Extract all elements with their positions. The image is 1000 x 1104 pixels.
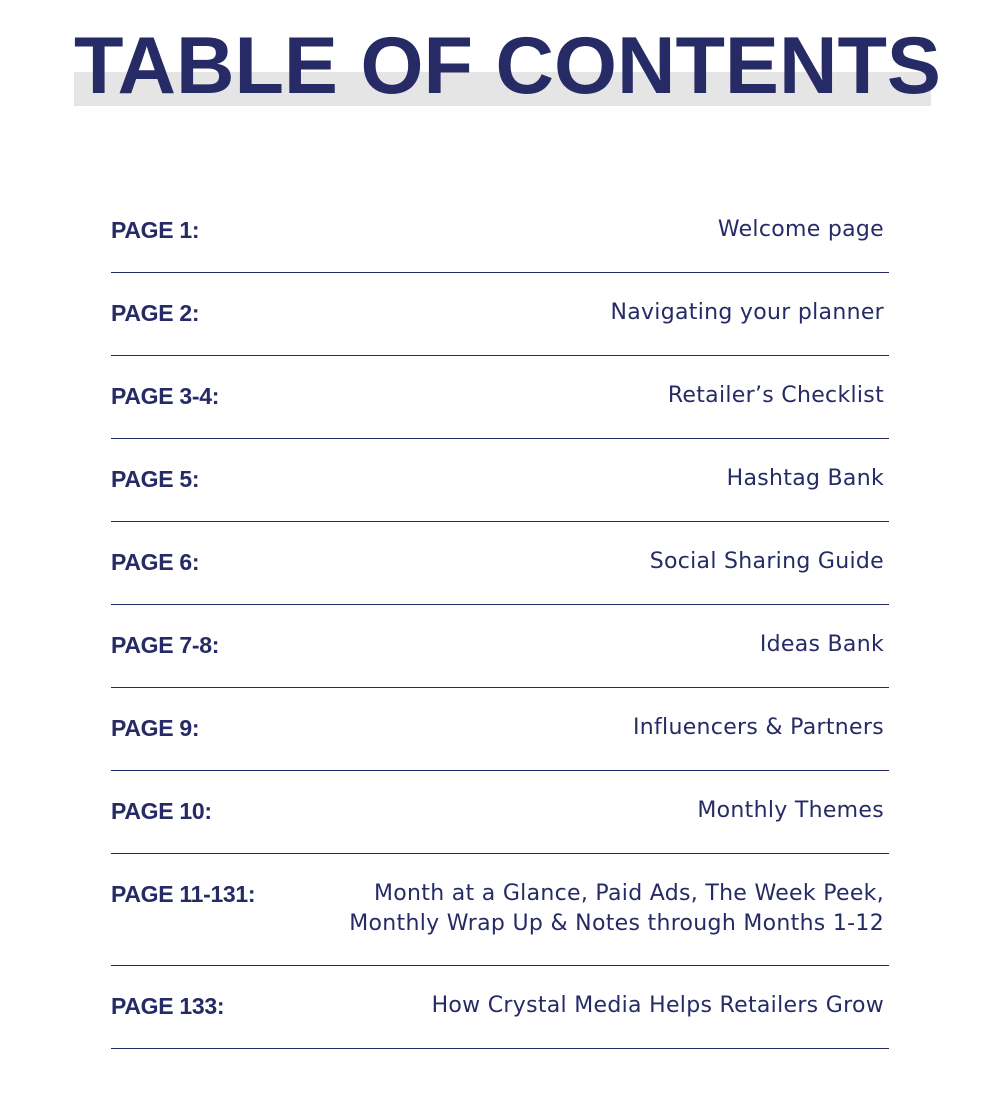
toc-page-label: PAGE 10: <box>111 798 212 824</box>
toc-description: Influencers & Partners <box>632 715 884 740</box>
toc-row <box>111 356 889 439</box>
page-title: TABLE OF CONTENTS <box>74 21 941 111</box>
toc-row <box>111 273 889 356</box>
toc-row <box>111 190 889 273</box>
toc-description-line: Month at a Glance, Paid Ads, The Week Peek, <box>374 881 884 906</box>
toc-description: Hashtag Bank <box>726 466 884 491</box>
toc-row <box>111 966 889 1049</box>
toc-page-label: PAGE 9: <box>111 715 200 741</box>
toc-page-label: PAGE 11-131: <box>111 881 256 907</box>
toc-row <box>111 439 889 522</box>
toc-page-label: PAGE 2: <box>111 300 200 326</box>
toc-description: Welcome page <box>717 217 884 242</box>
toc-row <box>111 522 889 605</box>
table-of-contents-list <box>111 190 889 1049</box>
toc-description: Navigating your planner <box>610 300 884 325</box>
toc-page-label: PAGE 6: <box>111 549 200 575</box>
toc-page-label: PAGE 1: <box>111 217 200 243</box>
toc-page-label: PAGE 5: <box>111 466 200 492</box>
toc-page-label: PAGE 133: <box>111 993 225 1019</box>
toc-row <box>111 771 889 854</box>
toc-description: How Crystal Media Helps Retailers Grow <box>431 993 884 1018</box>
title-block <box>74 18 941 111</box>
toc-description: Social Sharing Guide <box>649 549 884 574</box>
toc-row <box>111 688 889 771</box>
toc-description-line: Monthly Wrap Up & Notes through Months 1-12 <box>349 911 884 936</box>
toc-row <box>111 605 889 688</box>
toc-description: Ideas Bank <box>759 632 884 657</box>
toc-row <box>111 854 889 966</box>
toc-page-label: PAGE 3-4: <box>111 383 220 409</box>
toc-description: Retailer’s Checklist <box>667 383 884 408</box>
toc-description: Monthly Themes <box>697 798 884 823</box>
toc-page-label: PAGE 7-8: <box>111 632 220 658</box>
toc-description <box>349 879 884 939</box>
